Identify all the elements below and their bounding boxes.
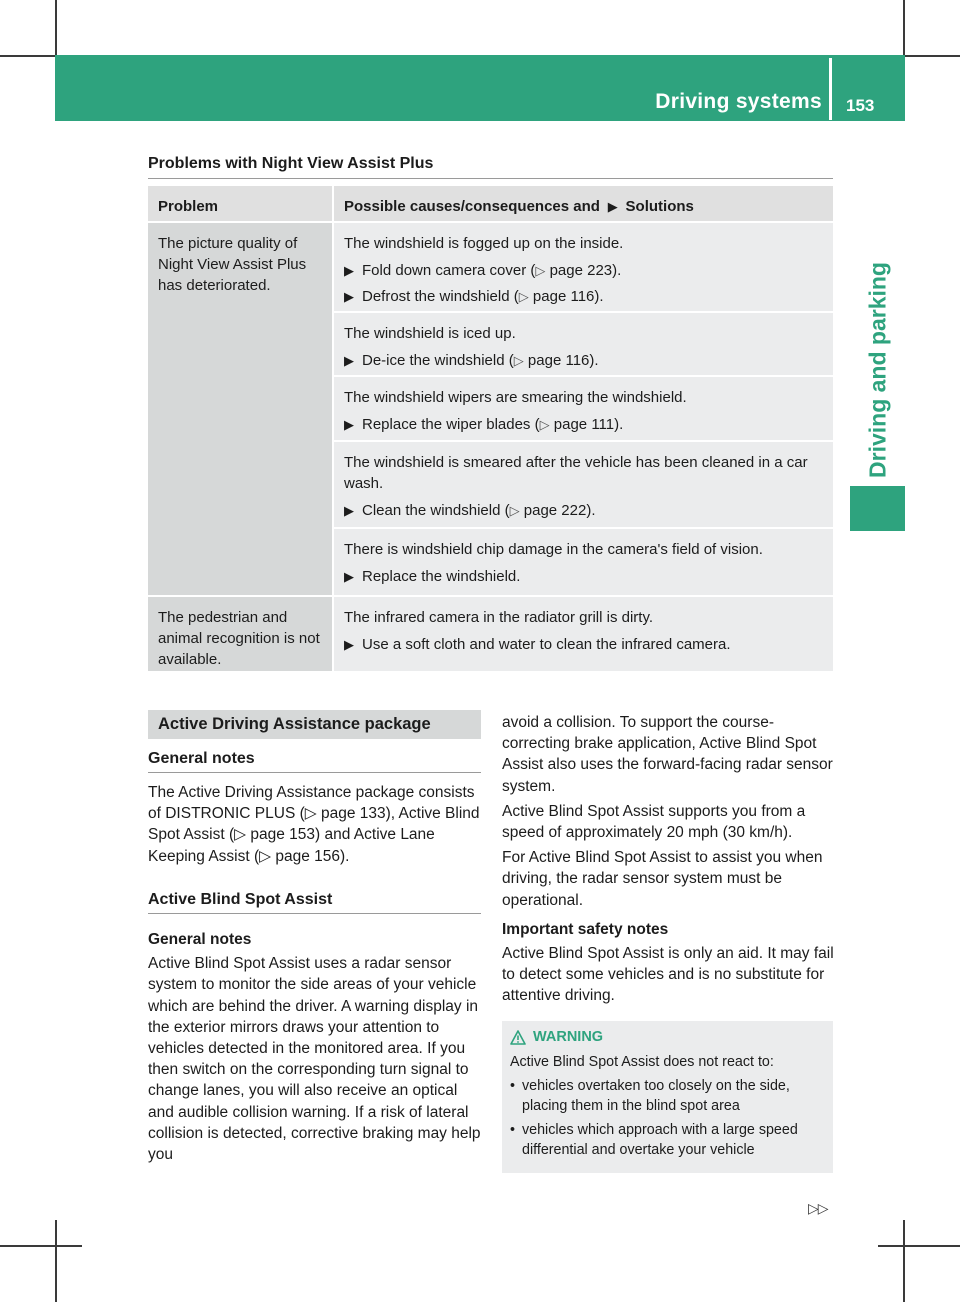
crop-mark — [0, 1245, 82, 1247]
solution-arrow-icon: ▶ — [344, 637, 354, 652]
solution-page-ref[interactable]: page 116). — [527, 352, 599, 369]
bs-general-paragraph: Active Blind Spot Assist uses a radar sensor system to monitor the side areas of your vehicle which are behind the driver. A warning display in the exterior mirrors draws your attention to vehicles detected in the monitored area. If you then switch on the corresponding turn signal to change lanes, you will also receive an optical and audible collision warning. If a risk of lateral collision is detected, corrective braking may help you — [148, 955, 481, 1164]
table-header-problem: Problem — [148, 186, 332, 221]
general-notes-text — [148, 782, 481, 867]
side-tab-block — [850, 486, 905, 531]
warning-bullet-text: vehicles which approach with a large speed differential and overtake your vehicle — [522, 1122, 798, 1158]
table-section-title: Problems with Night View Assist Plus — [148, 155, 434, 172]
paragraph: Active Blind Spot Assist is only an aid. It may fail to detect some vehicles and is no substitute for attentive driving. — [502, 945, 834, 1005]
solution-arrow-icon: ▶ — [344, 263, 354, 278]
section-band-title: Active Driving Assistance package — [148, 710, 481, 739]
table-cell-problem: The picture quality of Night View Assist Plus has deteriorated. — [148, 223, 332, 595]
table-cell-problem: The pedestrian and animal recognition is not available. — [148, 597, 332, 671]
table-cell-cause — [334, 442, 833, 527]
solution-step — [344, 634, 823, 655]
cause-text: The infrared camera in the radiator grill is dirty. — [344, 609, 654, 626]
solution-text: Fold down camera cover ( — [362, 262, 536, 279]
bullet-icon: • — [510, 1122, 516, 1138]
bullet-icon: • — [510, 1078, 516, 1094]
paragraph: Active Blind Spot Assist supports you from a speed of approximately 20 mph (30 km/h). — [502, 802, 806, 842]
table-cell-cause — [334, 377, 833, 440]
solution-text: Defrost the windshield ( — [362, 288, 519, 305]
solution-text: Use a soft cloth and water to clean the infrared camera. — [362, 636, 731, 653]
warning-triangle-icon — [510, 1030, 526, 1045]
solution-page-ref[interactable]: page 116). — [532, 288, 604, 305]
solution-arrow-icon: ▶ — [344, 503, 354, 518]
warning-header — [510, 1027, 825, 1047]
solution-step — [344, 260, 823, 281]
table-cell-cause — [334, 597, 833, 671]
solution-page-ref[interactable]: page 222). — [523, 502, 596, 519]
cause-text: The windshield wipers are smearing the windshield. — [344, 389, 687, 406]
page-ref-icon: ▷ — [518, 289, 529, 304]
paragraph: For Active Blind Spot Assist to assist you when driving, the radar sensor system must be operational. — [502, 849, 823, 909]
cause-text: The windshield is fogged up on the inside. — [344, 235, 624, 252]
solution-arrow-icon: ▶ — [344, 417, 354, 432]
side-tab-label: Driving and parking — [864, 262, 891, 478]
continue-mark-icon: ▷▷ — [808, 1200, 828, 1216]
header-solutions-text: Solutions — [625, 198, 694, 215]
cause-text: The windshield is iced up. — [344, 325, 516, 342]
cause-text: The windshield is smeared after the vehicle has been cleaned in a car wash. — [344, 454, 808, 492]
solution-step — [344, 500, 823, 521]
crop-mark — [55, 1220, 57, 1302]
warning-bullet — [510, 1076, 825, 1116]
header-divider — [829, 58, 832, 120]
solution-arrow-icon: ▶ — [604, 199, 622, 214]
solution-step — [344, 566, 823, 587]
table-cell-cause — [334, 223, 833, 311]
solution-text: De-ice the windshield ( — [362, 352, 514, 369]
blind-spot-body — [148, 929, 481, 1165]
solution-arrow-icon: ▶ — [344, 353, 354, 368]
header-causes-text: Possible causes/consequences and — [344, 198, 600, 215]
section-rule — [148, 178, 833, 179]
warning-intro: Active Blind Spot Assist does not react to: — [510, 1054, 774, 1070]
general-notes-paragraph: The Active Driving Assistance package consists of DISTRONIC PLUS (▷ page 133), Active Blind Spot Assist (▷ page 153) and Active Lane Keeping Assist (▷ page 156). — [148, 784, 480, 865]
warning-box — [502, 1021, 833, 1173]
general-notes-heading: General notes — [148, 750, 255, 767]
paragraph: avoid a collision. To support the course-correcting brake application, Active Blind Spot Assist also uses the forward-facing radar sensor system. — [502, 714, 833, 795]
solution-page-ref[interactable]: page 111). — [553, 416, 624, 433]
page-number: 153 — [846, 96, 875, 115]
page-ref-icon: ▷ — [539, 417, 550, 432]
solution-arrow-icon: ▶ — [344, 289, 354, 304]
solution-step — [344, 414, 823, 435]
crop-mark — [878, 1245, 960, 1247]
problems-table — [148, 186, 833, 671]
table-header-causes — [334, 186, 833, 221]
solution-text: Replace the wiper blades ( — [362, 416, 540, 433]
section-rule — [148, 772, 481, 773]
warning-bullet-text: vehicles overtaken too closely on the side, placing them in the blind spot area — [522, 1078, 790, 1114]
section-rule — [148, 913, 481, 914]
solution-step — [344, 350, 823, 371]
solution-arrow-icon: ▶ — [344, 569, 354, 584]
solution-step — [344, 286, 823, 307]
page-ref-icon: ▷ — [535, 263, 546, 278]
bs-general-subheading: General notes — [148, 931, 252, 948]
cause-text: There is windshield chip damage in the camera's field of vision. — [344, 541, 763, 558]
solution-text: Clean the windshield ( — [362, 502, 510, 519]
safety-notes-subheading: Important safety notes — [502, 920, 669, 938]
table-cell-cause — [334, 529, 833, 595]
solution-text: Replace the windshield. — [362, 568, 521, 585]
header-title: Driving systems — [655, 90, 822, 113]
warning-bullet — [510, 1120, 825, 1160]
right-column-text — [502, 712, 834, 1007]
blind-spot-heading: Active Blind Spot Assist — [148, 891, 333, 908]
page-ref-icon: ▷ — [513, 353, 524, 368]
page-ref-icon: ▷ — [509, 503, 520, 518]
crop-mark — [903, 1220, 905, 1302]
table-cell-cause — [334, 313, 833, 375]
solution-page-ref[interactable]: page 223). — [549, 262, 622, 279]
warning-title: WARNING — [533, 1029, 604, 1045]
